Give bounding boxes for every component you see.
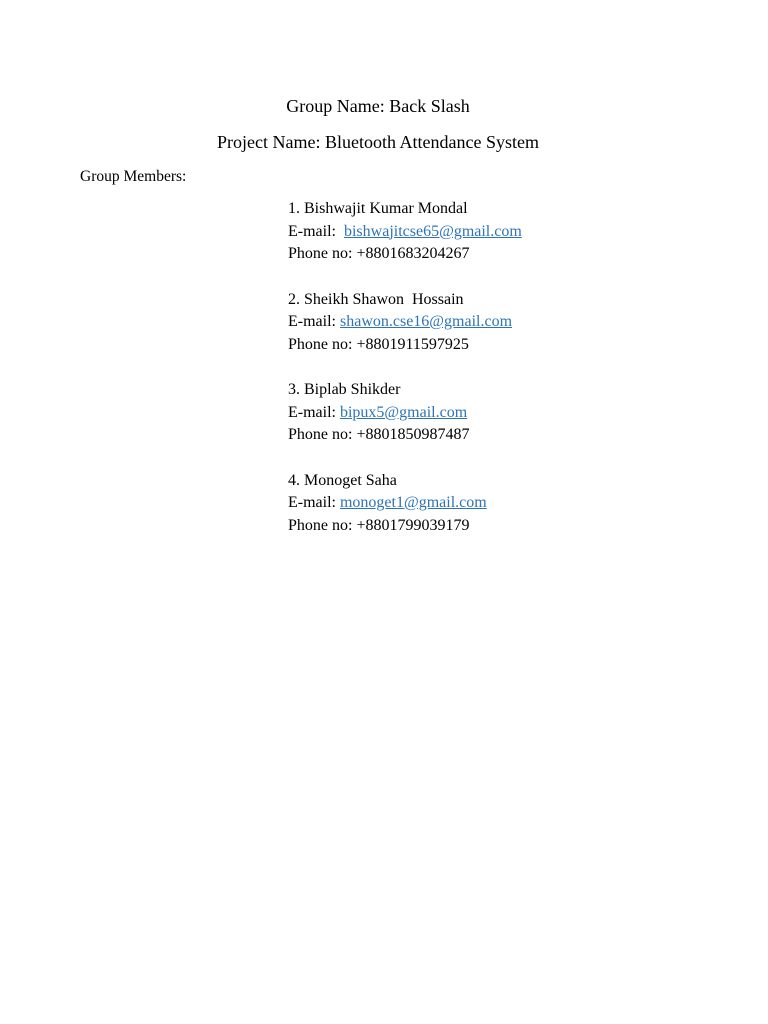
phone-label: Phone no: (288, 516, 357, 534)
member-phone: +8801799039179 (356, 516, 470, 534)
phone-label: Phone no: (288, 335, 357, 353)
member-email-line (288, 402, 748, 425)
member-name: 3. Biplab Shikder (288, 381, 401, 398)
email-label: E-mail: (288, 494, 340, 511)
member-name: 2. Sheikh Shawon Hossain (288, 290, 464, 308)
email-label: E-mail: (288, 403, 340, 421)
member-phone-line (288, 424, 748, 447)
member-email-link[interactable]: monoget1@gmail.com (339, 494, 487, 511)
member-email-link[interactable]: shawon.cse16@gmail.com (339, 313, 513, 330)
member-name: 1. Bishwajit Kumar Mondal (288, 200, 468, 217)
member-phone-line (288, 515, 748, 538)
project-name-heading: Project Name: Bluetooth Attendance System (217, 132, 539, 152)
member-entry (288, 470, 748, 538)
member-phone-line (288, 243, 748, 266)
member-name: 4. Monoget Saha (288, 471, 397, 489)
member-phone: +8801911597925 (356, 335, 469, 353)
group-members-label: Group Members: (80, 168, 187, 185)
member-email-link[interactable]: bishwajitcse65@gmail.com (343, 222, 522, 240)
member-entry (288, 379, 748, 447)
member-entry (288, 198, 748, 266)
member-entry (288, 289, 748, 357)
member-email-line (288, 311, 748, 334)
member-phone: +8801683204267 (356, 245, 470, 262)
email-label: E-mail: (288, 313, 340, 330)
member-phone-line (288, 334, 748, 357)
phone-label: Phone no: (288, 426, 357, 443)
members-list (288, 198, 748, 560)
member-email-link[interactable]: bipux5@gmail.com (339, 403, 468, 421)
group-name-heading: Group Name: Back Slash (286, 96, 470, 116)
member-email-line (288, 221, 748, 244)
member-phone: +8801850987487 (356, 426, 470, 443)
phone-label: Phone no: (288, 245, 357, 262)
email-label: E-mail: (288, 222, 340, 240)
member-email-line (288, 492, 748, 515)
